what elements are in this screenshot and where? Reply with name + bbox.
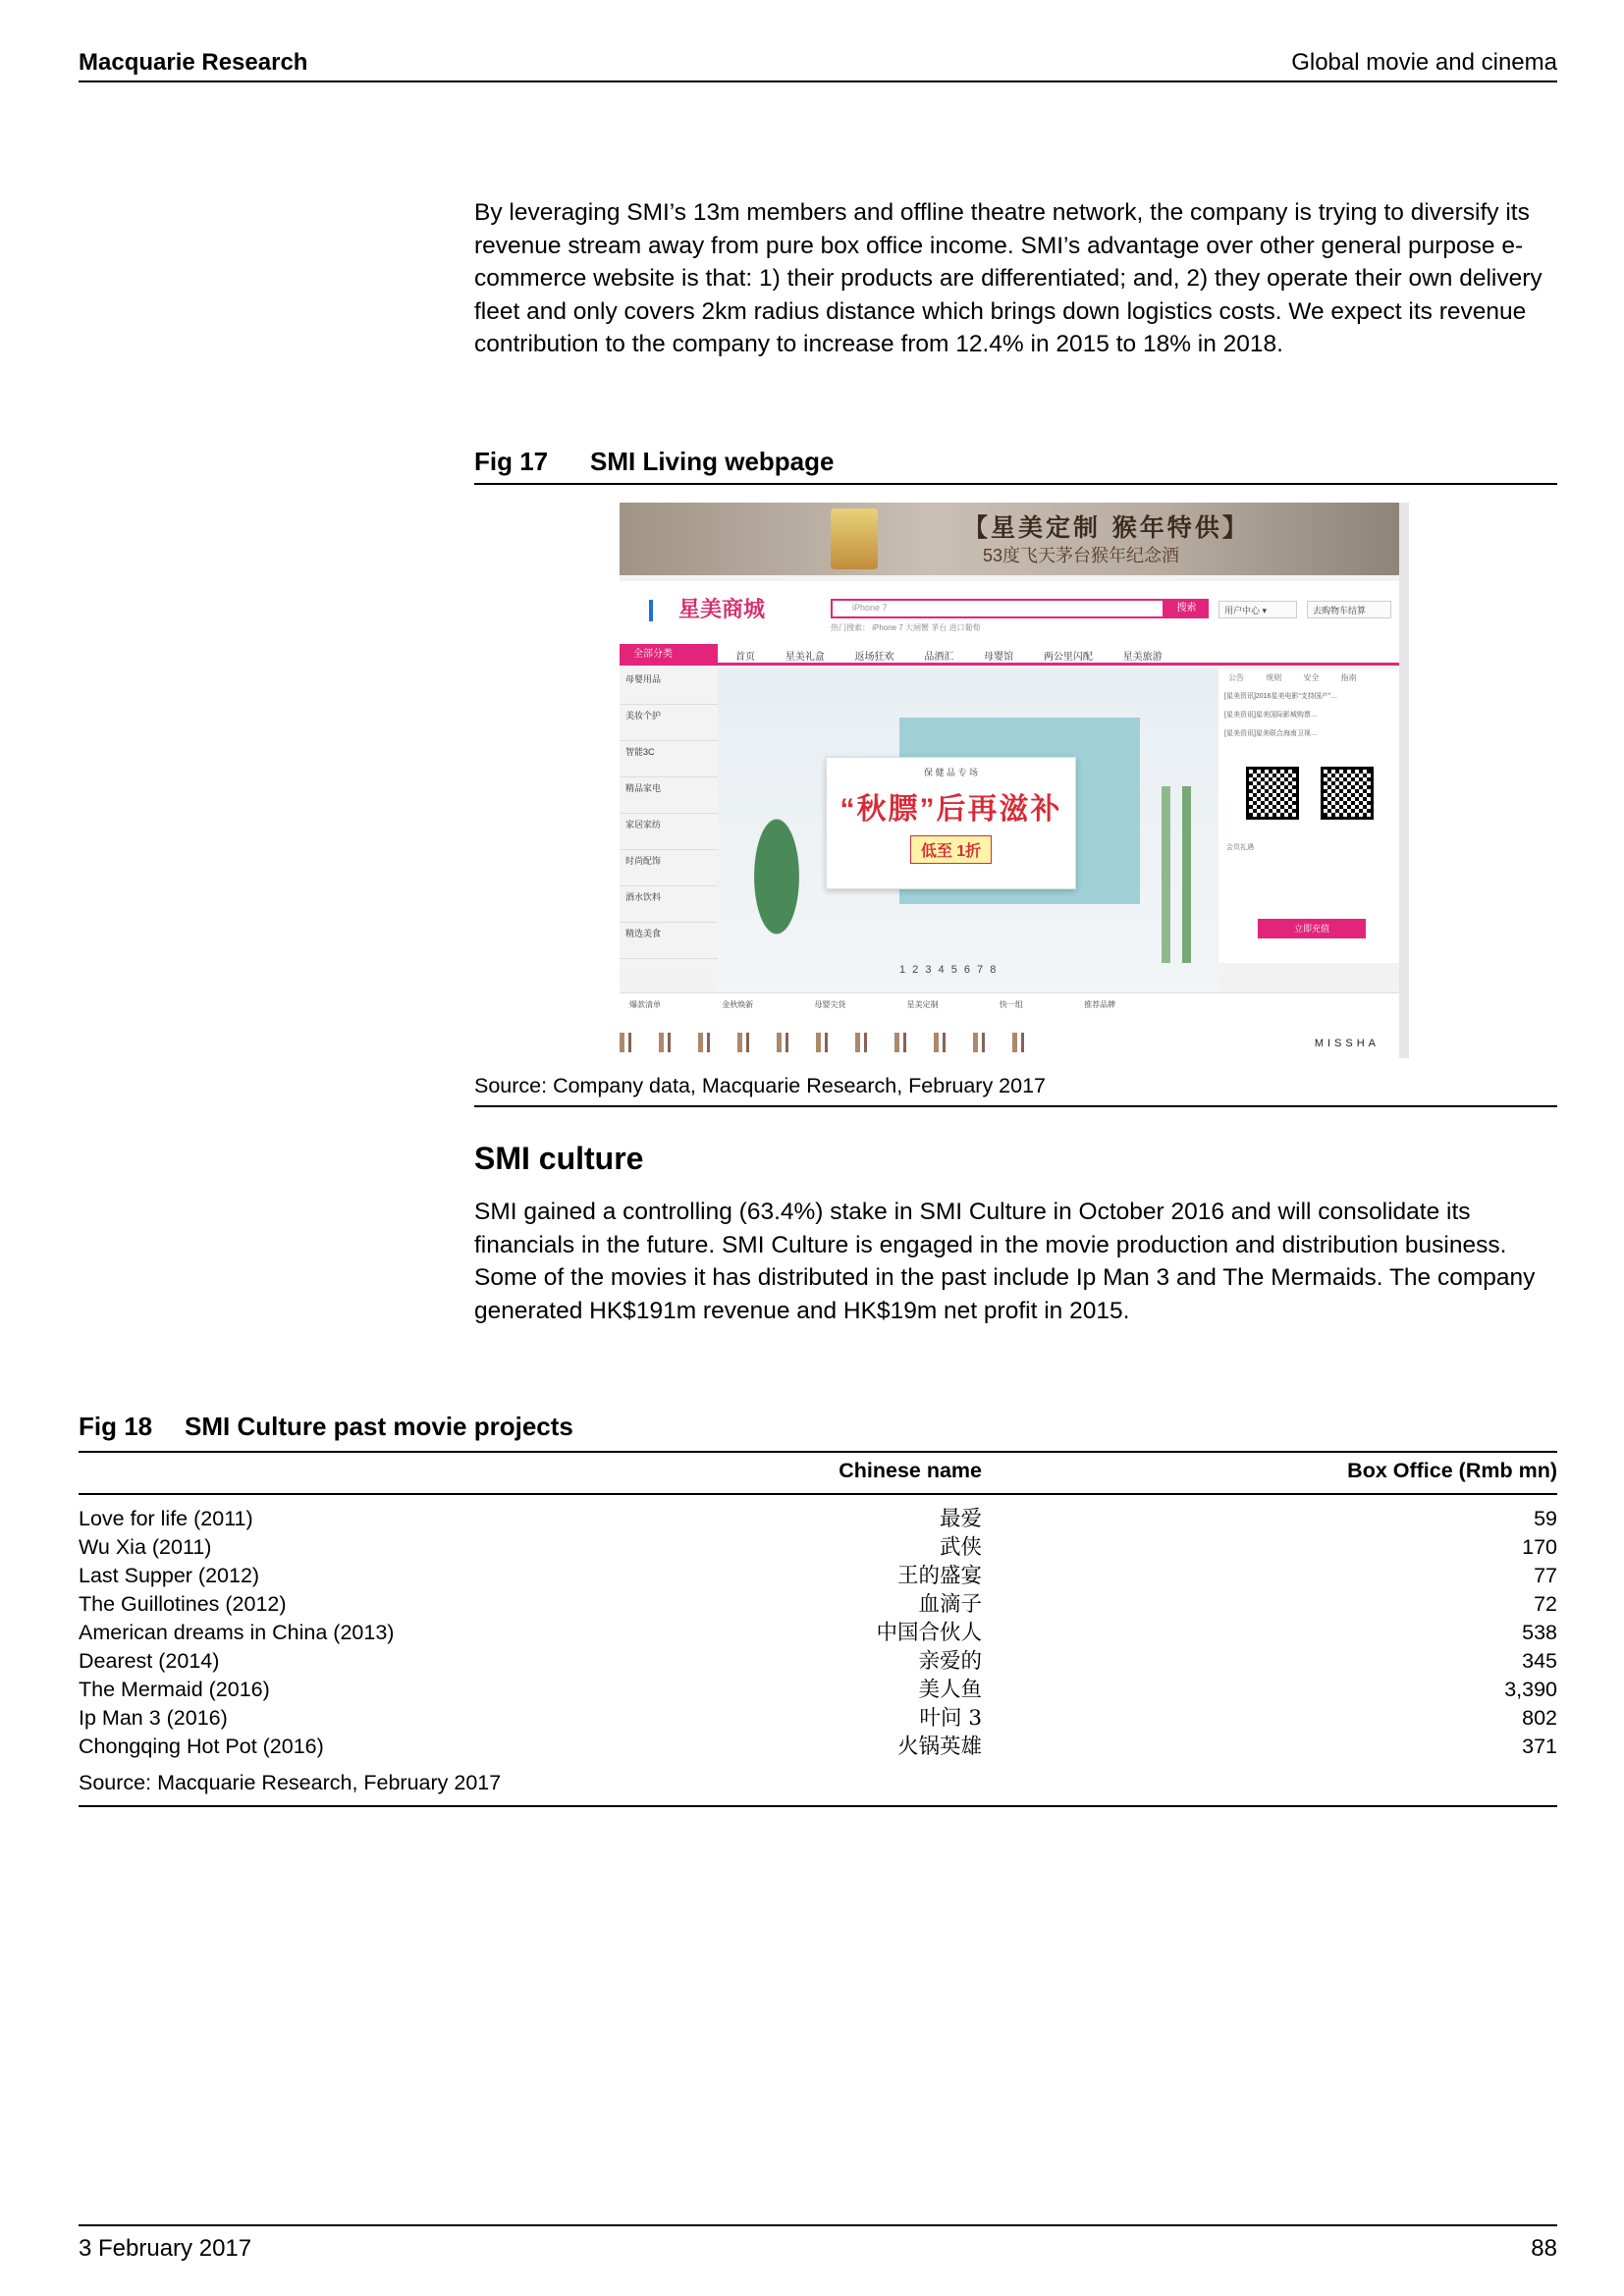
news-item[interactable]: [星美资讯]星美联合海南卫视…	[1224, 730, 1318, 737]
fig17-source: Source: Company data, Macquarie Research, February 2017	[474, 1074, 1047, 1097]
logo-text: 星美商城	[678, 597, 766, 621]
box-office: 77	[1534, 1564, 1557, 1587]
logo-icon	[649, 600, 671, 621]
hero-carousel[interactable]	[718, 668, 1218, 992]
category-sidebar	[620, 668, 718, 963]
chinese-name: 叶问 3	[919, 1706, 982, 1731]
fig17-number: Fig 17	[474, 447, 549, 476]
chinese-name: 武侠	[939, 1535, 982, 1560]
box-office: 538	[1522, 1621, 1557, 1644]
member-section: 会员礼遇	[1226, 844, 1254, 851]
site-topbar	[620, 581, 1399, 644]
search-button[interactable]: 搜索	[1164, 599, 1209, 618]
notice-tabs[interactable]: 公告 规则 安全 指南	[1228, 673, 1357, 682]
news-item[interactable]: [星美资讯]星美国际影城购票…	[1224, 712, 1318, 719]
chinese-name: 王的盛宴	[896, 1564, 982, 1588]
cart-button[interactable]: 去购物车结算	[1307, 601, 1391, 618]
news-item[interactable]: [星美资讯]2016星美电影“支持国产”…	[1224, 693, 1338, 700]
movie-projects-table	[79, 1451, 1557, 1807]
movie-title: Ip Man 3 (2016)	[79, 1706, 228, 1730]
promo-banner	[620, 503, 1399, 575]
hero-discount: 低至 1折	[910, 835, 992, 864]
product-strip	[620, 992, 1399, 1058]
table-row	[79, 1494, 1557, 1533]
footer-date: 3 February 2017	[79, 2235, 252, 2262]
banner-subtitle: 53度飞天茅台猴年纪念酒	[983, 546, 1180, 565]
box-office: 345	[1522, 1649, 1557, 1673]
hero-headline: “秋膘”后再滋补	[839, 793, 1062, 826]
page-number: 88	[1531, 2235, 1557, 2262]
product-bottles-image	[620, 1033, 1052, 1052]
fig18-number: Fig 18	[79, 1412, 153, 1441]
table-row	[79, 1619, 1557, 1647]
sidebar-item[interactable]: 时尚配饰	[620, 850, 718, 886]
table-row	[79, 1647, 1557, 1676]
hero-kicker: 保 健 品 专 场	[923, 768, 978, 777]
box-office: 802	[1522, 1706, 1557, 1730]
table-header-row	[79, 1452, 1557, 1494]
fig17-top-rule	[474, 483, 1557, 485]
table-row	[79, 1676, 1557, 1704]
box-office: 72	[1534, 1592, 1557, 1616]
site-logo[interactable]	[649, 593, 765, 623]
section-paragraph: SMI gained a controlling (63.4%) stake in SMI Culture in October 2016 and will consolidate its financials in the future. SMI Culture is engaged in the movie production and distribution business. Some of the movies it has distributed in the past include Ip Man 3 and The Mermaids. The company generated HK$191m revenue and HK$19m net profit in 2015.	[474, 1199, 1536, 1324]
movie-title: Chongqing Hot Pot (2016)	[79, 1735, 324, 1758]
brand-logo[interactable]: MISSHA	[1314, 1038, 1380, 1049]
section-heading: SMI culture	[474, 1141, 644, 1176]
box-office: 59	[1534, 1507, 1557, 1530]
movie-title: The Mermaid (2016)	[79, 1678, 270, 1701]
table-row	[79, 1704, 1557, 1733]
fig18-title-text: SMI Culture past movie projects	[185, 1412, 573, 1441]
plant-illustration	[737, 776, 816, 943]
box-office: 3,390	[1504, 1678, 1557, 1701]
chinese-name: 火锅英雄	[896, 1735, 982, 1759]
qr-code-icon	[1246, 767, 1299, 820]
header-rule	[79, 80, 1557, 82]
cactus-illustration	[1150, 786, 1209, 963]
header-report-title: Global movie and cinema	[1291, 49, 1557, 76]
fig17-title	[474, 447, 834, 477]
hero-promo-card[interactable]	[826, 757, 1076, 889]
header-publisher: Macquarie Research	[79, 49, 308, 76]
sidebar-item[interactable]: 美妆个护	[620, 705, 718, 741]
col-header-movie	[79, 1452, 589, 1494]
col-header-chinese-name: Chinese name	[589, 1452, 982, 1494]
sidebar-item[interactable]: 精品家电	[620, 777, 718, 814]
table-row	[79, 1733, 1557, 1761]
chinese-name: 最爱	[939, 1507, 982, 1531]
col-header-box-office: Box Office (Rmb mn)	[982, 1452, 1557, 1494]
movie-title: Love for life (2011)	[79, 1507, 253, 1530]
chinese-name: 美人鱼	[918, 1678, 982, 1702]
hot-search-words[interactable]: 热门搜索： iPhone 7 大闸蟹 茅台 进口葡萄	[831, 623, 981, 632]
chinese-name: 亲爱的	[918, 1649, 982, 1674]
table-row	[79, 1533, 1557, 1562]
search-input[interactable]: iPhone 7	[831, 599, 1164, 618]
qr-code-icon	[1321, 767, 1374, 820]
product-tabs[interactable]: 爆款清单 金秋焕新 母婴尖货 星美定制 快一组 推荐品牌	[629, 1000, 1116, 1009]
chinese-name: 中国合伙人	[876, 1621, 982, 1645]
liquor-bottle-image	[831, 508, 878, 569]
footer-rule	[79, 2224, 1557, 2226]
sidebar-item[interactable]: 精选美食	[620, 923, 718, 959]
sidebar-item[interactable]: 酒水饮料	[620, 886, 718, 923]
nav-items[interactable]: 首页 星美礼盒 返场狂欢 品酒汇 母婴馆 两公里闪配 星美旅游	[735, 652, 1163, 663]
user-center-dropdown[interactable]: 用户中心 ▾	[1218, 601, 1297, 618]
smi-living-screenshot	[620, 503, 1409, 1058]
sidebar-item[interactable]: 母婴用品	[620, 668, 718, 705]
fig17-bottom-rule	[474, 1105, 1557, 1107]
intro-paragraph: By leveraging SMI’s 13m members and offline theatre network, the company is trying to diversify its revenue stream away from pure box office income. SMI’s advantage over other general purpose e-commerce website is that: 1) their products are differentiated; and, 2) they operate their own delivery fleet and only covers 2km radius distance which brings down logistics costs. We expect its revenue contribution to the company to increase from 12.4% in 2015 to 18% in 2018.	[474, 199, 1543, 357]
right-panel	[1218, 668, 1399, 963]
movie-title: Dearest (2014)	[79, 1649, 220, 1673]
movie-title: The Guillotines (2012)	[79, 1592, 287, 1616]
table-row	[79, 1590, 1557, 1619]
box-office: 371	[1522, 1735, 1557, 1758]
carousel-dots[interactable]: 1 2 3 4 5 6 7 8	[899, 964, 999, 976]
sidebar-item[interactable]: 家居家纺	[620, 814, 718, 850]
table-source-row	[79, 1761, 1557, 1806]
movie-title: Wu Xia (2011)	[79, 1535, 212, 1559]
table-row	[79, 1562, 1557, 1590]
main-nav	[620, 644, 1399, 666]
sidebar-item[interactable]: 智能3C	[620, 741, 718, 777]
movie-title: American dreams in China (2013)	[79, 1621, 395, 1644]
chinese-name: 血滴子	[918, 1592, 982, 1617]
fig18-source: Source: Macquarie Research, February 2017	[79, 1761, 1557, 1806]
fig18-title	[79, 1412, 573, 1442]
recharge-button[interactable]: 立即充值	[1258, 919, 1366, 938]
all-categories-button[interactable]: 全部分类	[620, 644, 718, 666]
fig17-title-text: SMI Living webpage	[590, 447, 835, 476]
box-office: 170	[1522, 1535, 1557, 1559]
banner-title: 【星美定制 猴年特供】	[963, 513, 1250, 542]
movie-title: Last Supper (2012)	[79, 1564, 260, 1587]
